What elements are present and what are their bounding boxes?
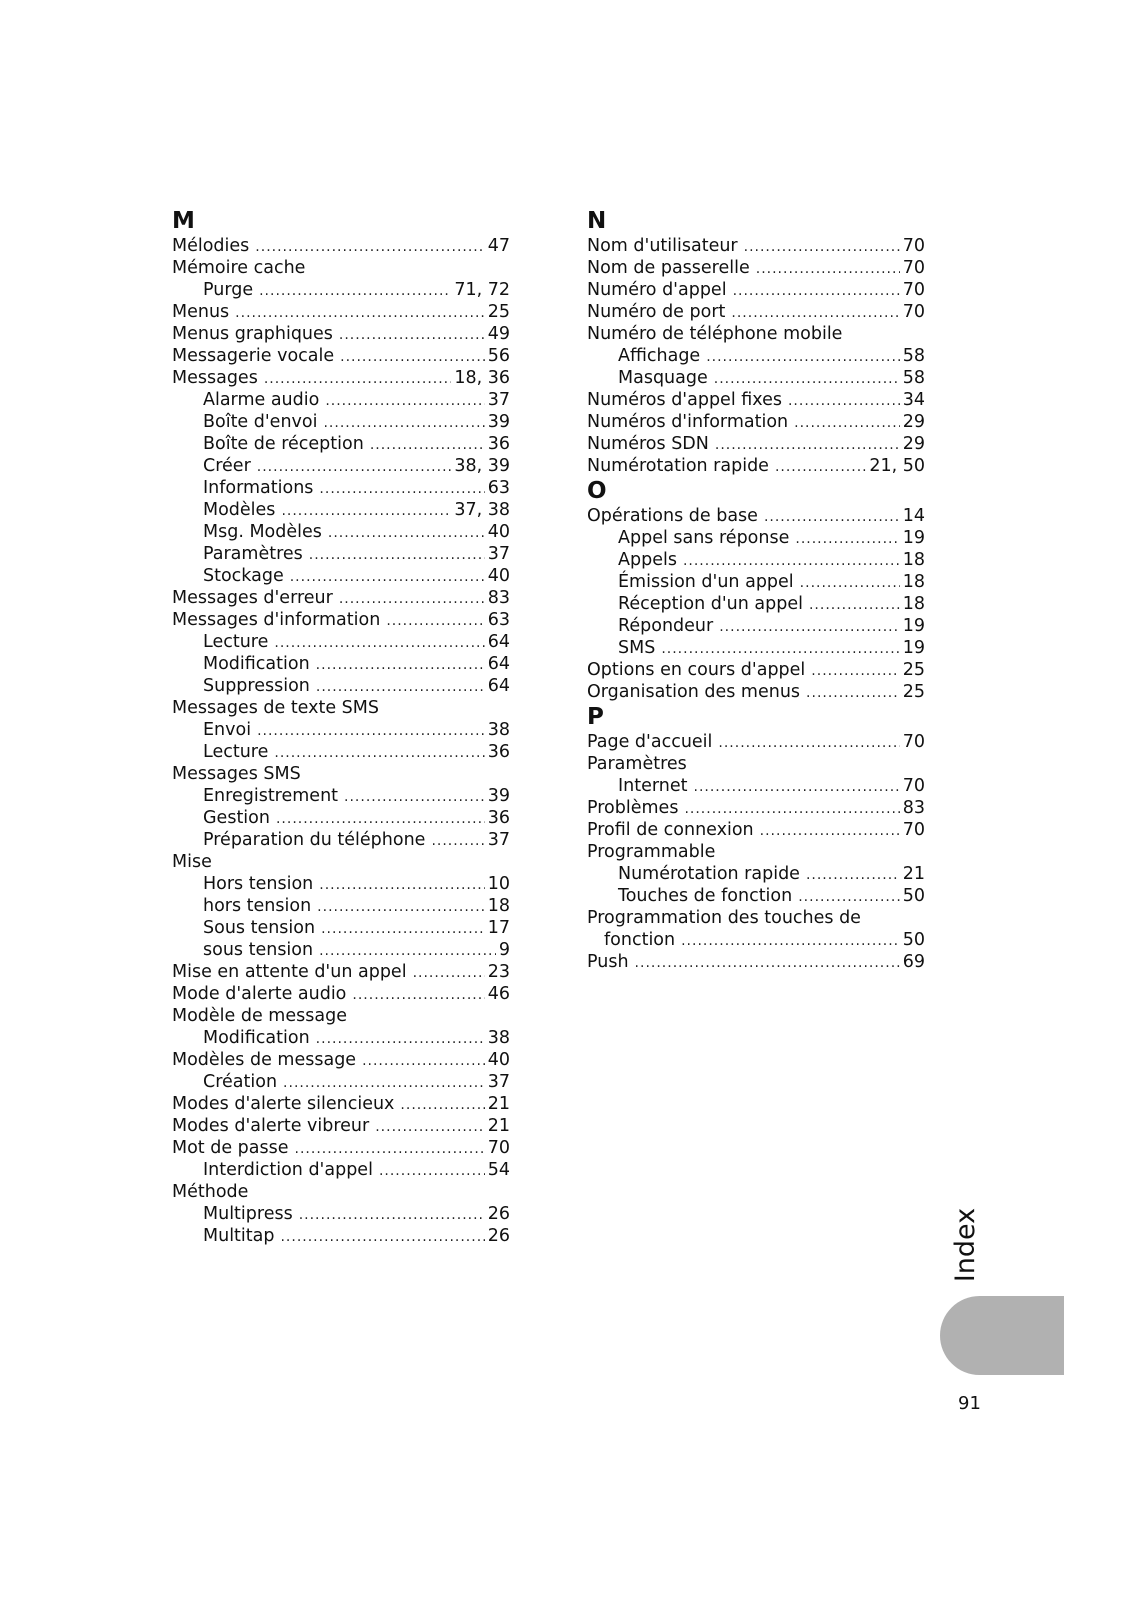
entry-term: Modèle de message xyxy=(172,1006,347,1026)
dot-leader xyxy=(317,896,485,918)
entry-page: 34 xyxy=(902,390,925,410)
entry-page: 64 xyxy=(487,632,510,652)
entry-page: 46 xyxy=(487,984,510,1004)
index-entry xyxy=(587,345,925,367)
index-entry xyxy=(587,797,925,819)
index-column-right xyxy=(587,207,925,973)
dot-leader xyxy=(370,434,485,456)
entry-page: 40 xyxy=(487,566,510,586)
index-entry xyxy=(172,653,510,675)
entry-page: 25 xyxy=(902,660,925,680)
dot-leader xyxy=(362,1050,485,1072)
index-entry xyxy=(172,1159,510,1181)
index-entry xyxy=(172,1071,510,1093)
dot-leader xyxy=(255,236,484,258)
dot-leader xyxy=(756,258,900,280)
index-entry xyxy=(587,637,925,659)
dot-leader xyxy=(806,682,900,704)
dot-leader xyxy=(321,918,485,940)
entry-page: 37 xyxy=(487,390,510,410)
dot-leader xyxy=(274,632,484,654)
entry-page: 18 xyxy=(487,896,510,916)
entry-page: 58 xyxy=(902,368,925,388)
entry-term: Créer xyxy=(203,456,251,476)
dot-leader xyxy=(811,660,899,682)
entry-page: 21, 50 xyxy=(869,456,925,476)
index-entry xyxy=(172,1049,510,1071)
index-entry xyxy=(587,929,925,951)
entry-term: Affichage xyxy=(618,346,701,366)
entry-term: Suppression xyxy=(203,676,310,696)
entry-term: Répondeur xyxy=(618,616,714,636)
dot-leader xyxy=(264,368,452,390)
entry-page: 21 xyxy=(902,864,925,884)
entry-term: Messages SMS xyxy=(172,764,301,784)
entry-term: Réception d'un appel xyxy=(618,594,803,614)
entry-term: Touches de fonction xyxy=(618,886,793,906)
index-entry xyxy=(172,609,510,631)
index-entry xyxy=(587,433,925,455)
dot-leader xyxy=(386,610,484,632)
entry-term: Internet xyxy=(618,776,688,796)
dot-leader xyxy=(309,544,485,566)
entry-term: sous tension xyxy=(203,940,314,960)
dot-leader xyxy=(719,616,900,638)
entry-term: Numéro de téléphone mobile xyxy=(587,324,843,344)
entry-term: Émission d'un appel xyxy=(618,572,794,592)
entry-term: Messages d'erreur xyxy=(172,588,333,608)
section-letter: P xyxy=(587,704,604,730)
dot-leader xyxy=(731,302,899,324)
index-entry xyxy=(587,367,925,389)
entry-page: 18 xyxy=(902,572,925,592)
entry-page: 25 xyxy=(902,682,925,702)
index-entry xyxy=(587,753,925,775)
entry-term: Lecture xyxy=(203,632,269,652)
entry-term: Méthode xyxy=(172,1182,249,1202)
entry-page: 37, 38 xyxy=(454,500,510,520)
index-entry xyxy=(172,1005,510,1027)
entry-term: Organisation des menus xyxy=(587,682,801,702)
index-entry xyxy=(172,499,510,521)
entry-page: 26 xyxy=(487,1226,510,1246)
dot-leader xyxy=(798,886,900,908)
dot-leader xyxy=(375,1116,485,1138)
entry-page: 70 xyxy=(902,236,925,256)
entry-page: 37 xyxy=(487,544,510,564)
dot-leader xyxy=(280,1226,484,1248)
index-entry xyxy=(172,279,510,301)
dot-leader xyxy=(733,280,900,302)
entry-term: Mise xyxy=(172,852,212,872)
index-entry xyxy=(587,615,925,637)
dot-leader xyxy=(706,346,900,368)
entry-term: Paramètres xyxy=(587,754,687,774)
index-entry xyxy=(587,235,925,257)
entry-term: Paramètres xyxy=(203,544,303,564)
entry-term: Mot de passe xyxy=(172,1138,289,1158)
entry-term: Multitap xyxy=(203,1226,275,1246)
entry-term: Nom d'utilisateur xyxy=(587,236,738,256)
section-letter: O xyxy=(587,478,607,504)
entry-term: Numéros SDN xyxy=(587,434,709,454)
index-entry xyxy=(587,571,925,593)
entry-page: 64 xyxy=(487,654,510,674)
section-letter: M xyxy=(172,208,195,234)
dot-leader xyxy=(274,742,484,764)
entry-page: 37 xyxy=(487,1072,510,1092)
dot-leader xyxy=(809,594,900,616)
index-entry xyxy=(172,785,510,807)
index-entry xyxy=(172,587,510,609)
entry-page: 50 xyxy=(902,930,925,950)
index-entry xyxy=(172,235,510,257)
entry-page: 9 xyxy=(498,940,510,960)
chapter-title: Index xyxy=(950,1207,981,1283)
dot-leader xyxy=(431,830,484,852)
index-entry xyxy=(172,477,510,499)
index-entry xyxy=(172,631,510,653)
dot-leader xyxy=(635,952,900,974)
entry-term: Modes d'alerte silencieux xyxy=(172,1094,395,1114)
index-entry xyxy=(172,1181,510,1203)
index-entry xyxy=(172,763,510,785)
dot-leader xyxy=(794,412,900,434)
entry-term: Lecture xyxy=(203,742,269,762)
entry-term: Boîte d'envoi xyxy=(203,412,318,432)
dot-leader xyxy=(319,874,484,896)
entry-term: Mélodies xyxy=(172,236,250,256)
entry-page: 36 xyxy=(487,742,510,762)
dot-leader xyxy=(806,864,900,886)
entry-page: 18, 36 xyxy=(454,368,510,388)
entry-page: 19 xyxy=(902,638,925,658)
entry-term: Messages xyxy=(172,368,258,388)
entry-term: Modification xyxy=(203,1028,310,1048)
index-entry xyxy=(172,851,510,873)
index-entry xyxy=(172,565,510,587)
entry-page: 26 xyxy=(487,1204,510,1224)
entry-page: 70 xyxy=(902,732,925,752)
index-entry xyxy=(172,1115,510,1137)
dot-leader xyxy=(661,638,899,660)
entry-page: 14 xyxy=(902,506,925,526)
entry-term: Enregistrement xyxy=(203,786,339,806)
entry-term: Stockage xyxy=(203,566,284,586)
entry-term: Page d'accueil xyxy=(587,732,713,752)
entry-page: 56 xyxy=(487,346,510,366)
index-entry xyxy=(172,1093,510,1115)
dot-leader xyxy=(684,798,899,820)
entry-page: 49 xyxy=(487,324,510,344)
entry-term: Alarme audio xyxy=(203,390,320,410)
entry-term: Problèmes xyxy=(587,798,679,818)
entry-page: 63 xyxy=(487,610,510,630)
dot-leader xyxy=(718,732,899,754)
entry-term: Messages d'information xyxy=(172,610,381,630)
entry-page: 36 xyxy=(487,808,510,828)
entry-term: Programmation des touches de xyxy=(587,908,861,928)
index-entry xyxy=(587,593,925,615)
entry-term: Opérations de base xyxy=(587,506,758,526)
section-letter: N xyxy=(587,208,607,234)
entry-page: 70 xyxy=(902,258,925,278)
index-entry xyxy=(172,895,510,917)
entry-page: 21 xyxy=(487,1094,510,1114)
entry-page: 70 xyxy=(902,280,925,300)
dot-leader xyxy=(764,506,900,528)
entry-page: 19 xyxy=(902,616,925,636)
entry-term: Programmable xyxy=(587,842,716,862)
index-entry xyxy=(172,257,510,279)
entry-page: 58 xyxy=(902,346,925,366)
entry-term: Mise en attente d'un appel xyxy=(172,962,407,982)
entry-term: Menus graphiques xyxy=(172,324,333,344)
index-entry xyxy=(587,257,925,279)
entry-term: Appels xyxy=(618,550,677,570)
entry-term: Envoi xyxy=(203,720,252,740)
dot-leader xyxy=(400,1094,484,1116)
entry-page: 38, 39 xyxy=(454,456,510,476)
index-entry xyxy=(172,389,510,411)
index-entry xyxy=(587,505,925,527)
dot-leader xyxy=(714,368,900,390)
entry-term: Mémoire cache xyxy=(172,258,306,278)
entry-term: Options en cours d'appel xyxy=(587,660,806,680)
entry-term: Modes d'alerte vibreur xyxy=(172,1116,370,1136)
index-entry xyxy=(172,697,510,719)
index-entry xyxy=(587,455,925,477)
index-entry xyxy=(587,323,925,345)
entry-page: 18 xyxy=(902,550,925,570)
index-entry xyxy=(172,917,510,939)
index-entry xyxy=(172,741,510,763)
entry-term: Nom de passerelle xyxy=(587,258,750,278)
entry-term: Sous tension xyxy=(203,918,316,938)
entry-page: 47 xyxy=(487,236,510,256)
entry-page: 37 xyxy=(487,830,510,850)
index-entry xyxy=(172,939,510,961)
dot-leader xyxy=(800,572,900,594)
dot-leader xyxy=(683,550,900,572)
entry-term: Appel sans réponse xyxy=(618,528,790,548)
entry-page: 83 xyxy=(902,798,925,818)
index-entry xyxy=(172,719,510,741)
dot-leader xyxy=(760,820,900,842)
index-entry xyxy=(172,345,510,367)
entry-term: fonction xyxy=(604,930,676,950)
entry-page: 40 xyxy=(487,522,510,542)
index-entry xyxy=(587,279,925,301)
dot-leader xyxy=(325,390,484,412)
entry-page: 83 xyxy=(487,588,510,608)
entry-term: Préparation du téléphone xyxy=(203,830,426,850)
index-entry xyxy=(587,301,925,323)
index-entry xyxy=(172,983,510,1005)
index-entry xyxy=(587,731,925,753)
index-entry xyxy=(172,323,510,345)
entry-page: 69 xyxy=(902,952,925,972)
dot-leader xyxy=(344,786,485,808)
index-entry xyxy=(172,675,510,697)
index-entry xyxy=(587,389,925,411)
entry-term: Numéros d'appel fixes xyxy=(587,390,782,410)
entry-page: 23 xyxy=(487,962,510,982)
entry-term: hors tension xyxy=(203,896,312,916)
entry-page: 40 xyxy=(487,1050,510,1070)
dot-leader xyxy=(295,1138,485,1160)
entry-page: 64 xyxy=(487,676,510,696)
dot-leader xyxy=(681,930,900,952)
index-entry xyxy=(172,433,510,455)
dot-leader xyxy=(788,390,900,412)
entry-term: Masquage xyxy=(618,368,708,388)
entry-page: 54 xyxy=(487,1160,510,1180)
index-entry xyxy=(587,951,925,973)
dot-leader xyxy=(328,522,485,544)
entry-term: Purge xyxy=(203,280,254,300)
index-entry xyxy=(172,807,510,829)
index-entry xyxy=(587,863,925,885)
entry-term: Gestion xyxy=(203,808,270,828)
entry-page: 29 xyxy=(902,412,925,432)
index-entry xyxy=(172,1137,510,1159)
entry-term: Boîte de réception xyxy=(203,434,364,454)
entry-page: 21 xyxy=(487,1116,510,1136)
dot-leader xyxy=(235,302,485,324)
dot-leader xyxy=(319,940,496,962)
entry-page: 38 xyxy=(487,720,510,740)
index-column-left xyxy=(172,207,510,1247)
entry-term: Menus xyxy=(172,302,230,322)
entry-term: Numéro de port xyxy=(587,302,726,322)
dot-leader xyxy=(316,676,485,698)
entry-page: 70 xyxy=(902,776,925,796)
index-entry xyxy=(587,659,925,681)
dot-leader xyxy=(259,280,451,302)
index-entry xyxy=(172,411,510,433)
dot-leader xyxy=(257,720,485,742)
index-entry xyxy=(172,455,510,477)
dot-leader xyxy=(352,984,484,1006)
dot-leader xyxy=(715,434,900,456)
dot-leader xyxy=(299,1204,485,1226)
entry-term: Msg. Modèles xyxy=(203,522,322,542)
dot-leader xyxy=(413,962,485,984)
entry-term: Messagerie vocale xyxy=(172,346,335,366)
entry-page: 70 xyxy=(902,302,925,322)
index-entry xyxy=(587,819,925,841)
dot-leader xyxy=(316,654,485,676)
entry-term: Numéro d'appel xyxy=(587,280,727,300)
entry-term: Push xyxy=(587,952,629,972)
entry-page: 70 xyxy=(902,820,925,840)
dot-leader xyxy=(281,500,451,522)
index-entry xyxy=(172,1203,510,1225)
entry-term: Hors tension xyxy=(203,874,314,894)
entry-term: Interdiction d'appel xyxy=(203,1160,373,1180)
dot-leader xyxy=(744,236,900,258)
entry-page: 39 xyxy=(487,786,510,806)
dot-leader xyxy=(323,412,484,434)
entry-term: Modèles de message xyxy=(172,1050,357,1070)
entry-page: 38 xyxy=(487,1028,510,1048)
index-entry xyxy=(172,1225,510,1247)
index-entry xyxy=(172,301,510,323)
entry-term: Multipress xyxy=(203,1204,293,1224)
dot-leader xyxy=(379,1160,485,1182)
entry-page: 10 xyxy=(487,874,510,894)
index-entry xyxy=(587,681,925,703)
entry-page: 71, 72 xyxy=(454,280,510,300)
dot-leader xyxy=(276,808,485,830)
entry-term: Mode d'alerte audio xyxy=(172,984,347,1004)
entry-page: 70 xyxy=(487,1138,510,1158)
index-entry xyxy=(587,411,925,433)
dot-leader xyxy=(340,346,485,368)
index-entry xyxy=(172,961,510,983)
dot-leader xyxy=(283,1072,485,1094)
entry-term: Modèles xyxy=(203,500,276,520)
entry-page: 50 xyxy=(902,886,925,906)
entry-term: Création xyxy=(203,1072,278,1092)
entry-page: 25 xyxy=(487,302,510,322)
entry-page: 29 xyxy=(902,434,925,454)
index-entry xyxy=(172,1027,510,1049)
dot-leader xyxy=(339,324,485,346)
index-entry xyxy=(587,907,925,929)
dot-leader xyxy=(316,1028,485,1050)
entry-page: 36 xyxy=(487,434,510,454)
entry-page: 39 xyxy=(487,412,510,432)
dot-leader xyxy=(694,776,900,798)
entry-term: Informations xyxy=(203,478,314,498)
entry-page: 63 xyxy=(487,478,510,498)
page-number: 91 xyxy=(958,1393,981,1414)
index-entry xyxy=(172,829,510,851)
index-entry xyxy=(172,873,510,895)
index-entry xyxy=(587,885,925,907)
index-entry xyxy=(587,841,925,863)
index-entry xyxy=(587,549,925,571)
entry-term: Numérotation rapide xyxy=(618,864,800,884)
entry-term: SMS xyxy=(618,638,656,658)
index-entry xyxy=(587,775,925,797)
entry-term: Numéros d'information xyxy=(587,412,789,432)
index-entry xyxy=(587,527,925,549)
entry-term: Messages de texte SMS xyxy=(172,698,380,718)
dot-leader xyxy=(290,566,485,588)
index-entry xyxy=(172,543,510,565)
index-entry xyxy=(172,521,510,543)
entry-term: Numérotation rapide xyxy=(587,456,769,476)
dot-leader xyxy=(319,478,484,500)
index-entry xyxy=(172,367,510,389)
chapter-tab xyxy=(940,1296,1064,1375)
entry-term: Modification xyxy=(203,654,310,674)
dot-leader xyxy=(775,456,866,478)
entry-term: Profil de connexion xyxy=(587,820,754,840)
dot-leader xyxy=(795,528,899,550)
dot-leader xyxy=(339,588,485,610)
entry-page: 17 xyxy=(487,918,510,938)
entry-page: 19 xyxy=(902,528,925,548)
dot-leader xyxy=(257,456,452,478)
entry-page: 18 xyxy=(902,594,925,614)
